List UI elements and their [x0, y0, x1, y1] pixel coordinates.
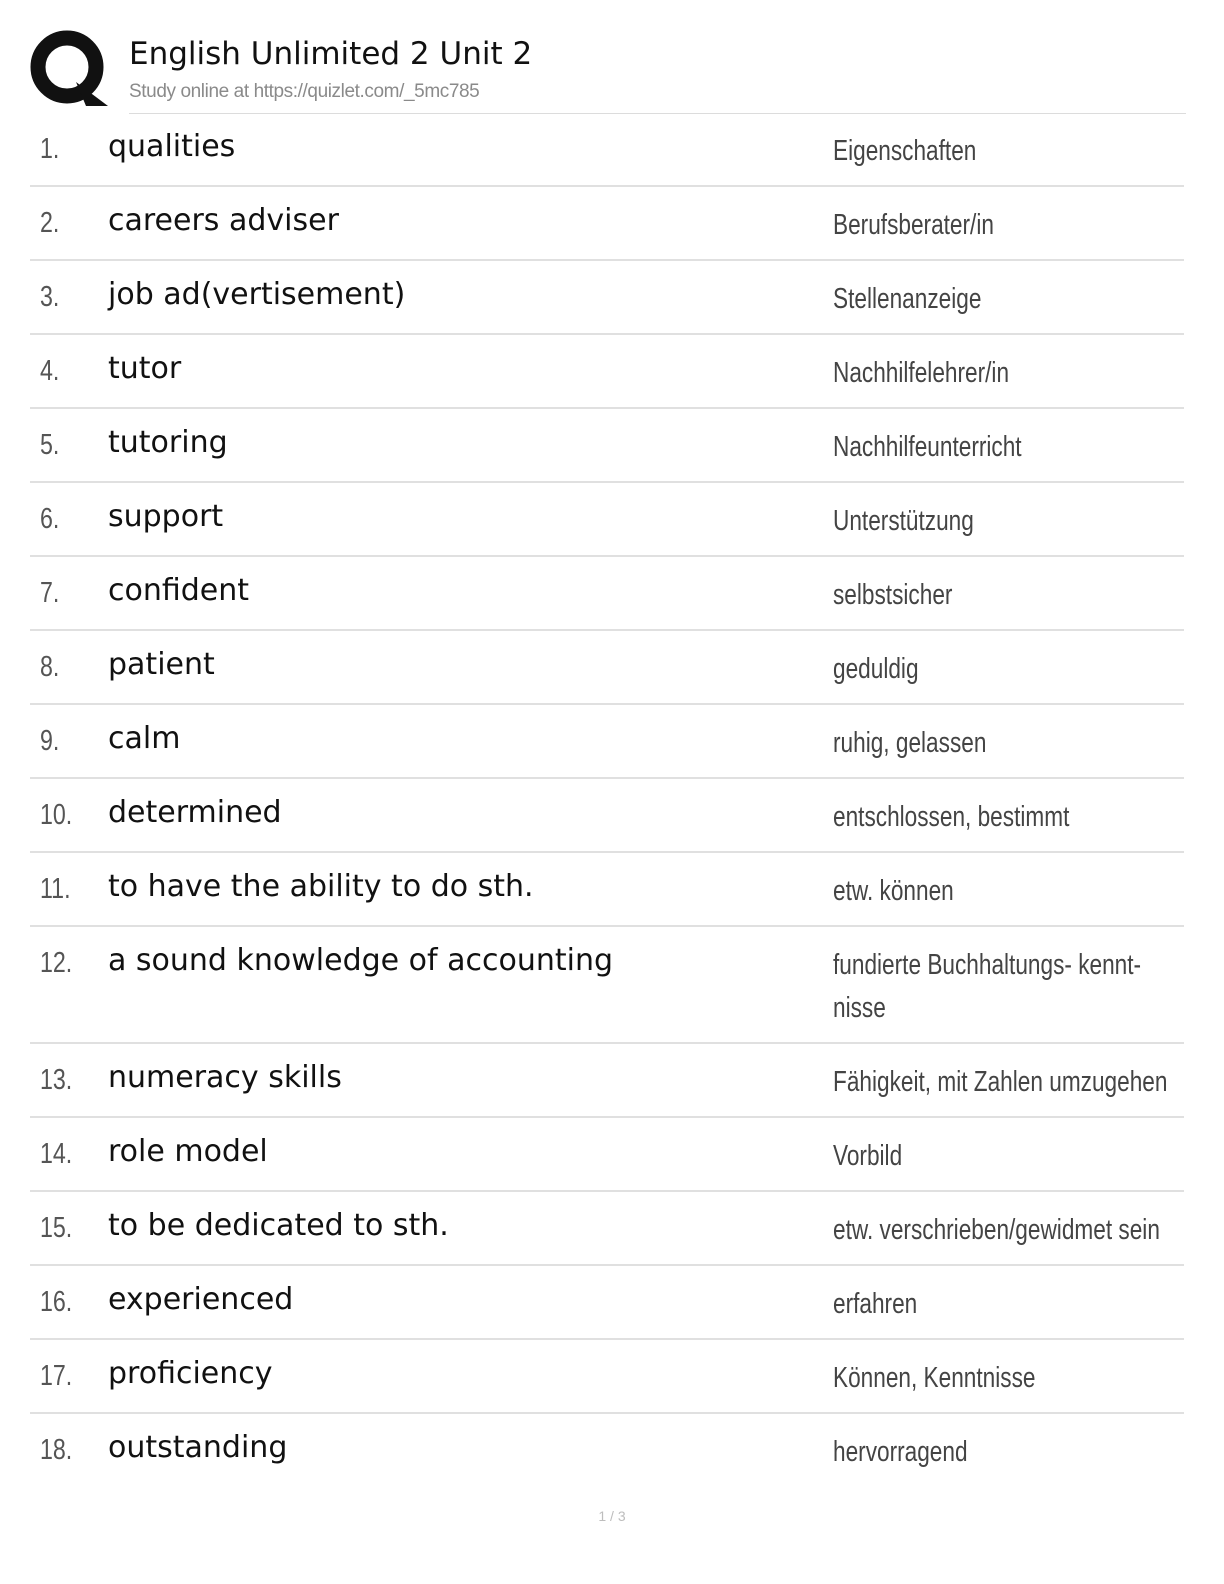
card-term: to have the ability to do sth. [108, 869, 534, 904]
flashcard-row [30, 113, 1184, 187]
flashcard-row [30, 1414, 1184, 1488]
card-definition: Stellenanzeige [833, 283, 982, 315]
flashcard-row [30, 557, 1184, 631]
card-term: job ad(vertisement) [108, 277, 406, 312]
card-definition: Unterstützung [833, 505, 974, 537]
quizlet-logo-icon [30, 30, 108, 108]
page-header [30, 30, 1186, 114]
flashcard-row [30, 779, 1184, 853]
flashcard-row [30, 1044, 1184, 1118]
card-term: careers adviser [108, 203, 339, 238]
flashcard-row [30, 853, 1184, 927]
card-term: calm [108, 721, 181, 756]
card-number: 3. [40, 281, 60, 313]
card-term: patient [108, 647, 215, 682]
flashcard-row [30, 187, 1184, 261]
card-term: tutoring [108, 425, 228, 460]
card-term: role model [108, 1134, 268, 1169]
card-number: 13. [40, 1064, 73, 1096]
card-definition: geduldig [833, 653, 919, 685]
card-term: outstanding [108, 1430, 288, 1465]
card-definition: hervorragend [833, 1436, 968, 1468]
card-term: proficiency [108, 1356, 273, 1391]
flashcard-row [30, 1118, 1184, 1192]
card-number: 17. [40, 1360, 73, 1392]
card-definition: Vorbild [833, 1140, 903, 1172]
card-number: 10. [40, 799, 73, 831]
flashcard-row [30, 927, 1184, 1044]
flashcard-row [30, 261, 1184, 335]
set-title: English Unlimited 2 Unit 2 [129, 36, 533, 72]
card-term: support [108, 499, 224, 534]
card-definition: Nachhilfeunterricht [833, 431, 1022, 463]
card-definition: Eigenschaften [833, 135, 977, 167]
card-definition: Berufsberater/in [833, 209, 994, 241]
page-number: 1 / 3 [598, 1508, 626, 1524]
card-term: qualities [108, 129, 236, 164]
card-definition: etw. verschrieben/gewidmet sein [833, 1214, 1160, 1246]
flashcard-list [30, 113, 1184, 1488]
flashcard-row [30, 335, 1184, 409]
card-definition: selbstsicher [833, 579, 953, 611]
card-number: 9. [40, 725, 60, 757]
card-number: 15. [40, 1212, 73, 1244]
card-number: 16. [40, 1286, 73, 1318]
flashcard-row [30, 1192, 1184, 1266]
card-definition: erfahren [833, 1288, 918, 1320]
card-number: 12. [40, 947, 73, 979]
card-number: 4. [40, 355, 60, 387]
card-term: confident [108, 573, 250, 608]
card-number: 6. [40, 503, 60, 535]
flashcard-row [30, 483, 1184, 557]
flashcard-row [30, 1266, 1184, 1340]
flashcard-row [30, 631, 1184, 705]
card-number: 7. [40, 577, 60, 609]
flashcard-row [30, 409, 1184, 483]
card-number: 18. [40, 1434, 73, 1466]
card-definition: entschlossen, bestimmt [833, 801, 1070, 833]
card-definition: Können, Kenntnisse [833, 1362, 1036, 1394]
card-term: numeracy skills [108, 1060, 342, 1095]
card-definition: Fähigkeit, mit Zahlen umzugehen [833, 1066, 1168, 1098]
card-number: 5. [40, 429, 60, 461]
study-online-link[interactable]: Study online at https://quizlet.com/_5mc785 [129, 81, 480, 102]
card-number: 11. [40, 873, 71, 905]
card-number: 1. [40, 133, 60, 165]
card-definition: fundierte Buchhaltungs- kennt- nisse [833, 949, 1142, 1024]
card-number: 8. [40, 651, 60, 683]
card-number: 14. [40, 1138, 73, 1170]
card-definition: etw. können [833, 875, 954, 907]
card-number: 2. [40, 207, 60, 239]
card-term: experienced [108, 1282, 294, 1317]
card-definition: Nachhilfelehrer/in [833, 357, 1010, 389]
flashcard-row [30, 705, 1184, 779]
card-term: determined [108, 795, 282, 830]
flashcard-row [30, 1340, 1184, 1414]
card-term: to be dedicated to sth. [108, 1208, 449, 1243]
card-term: a sound knowledge of accounting [108, 943, 614, 978]
card-definition: ruhig, gelassen [833, 727, 987, 759]
card-term: tutor [108, 351, 182, 386]
